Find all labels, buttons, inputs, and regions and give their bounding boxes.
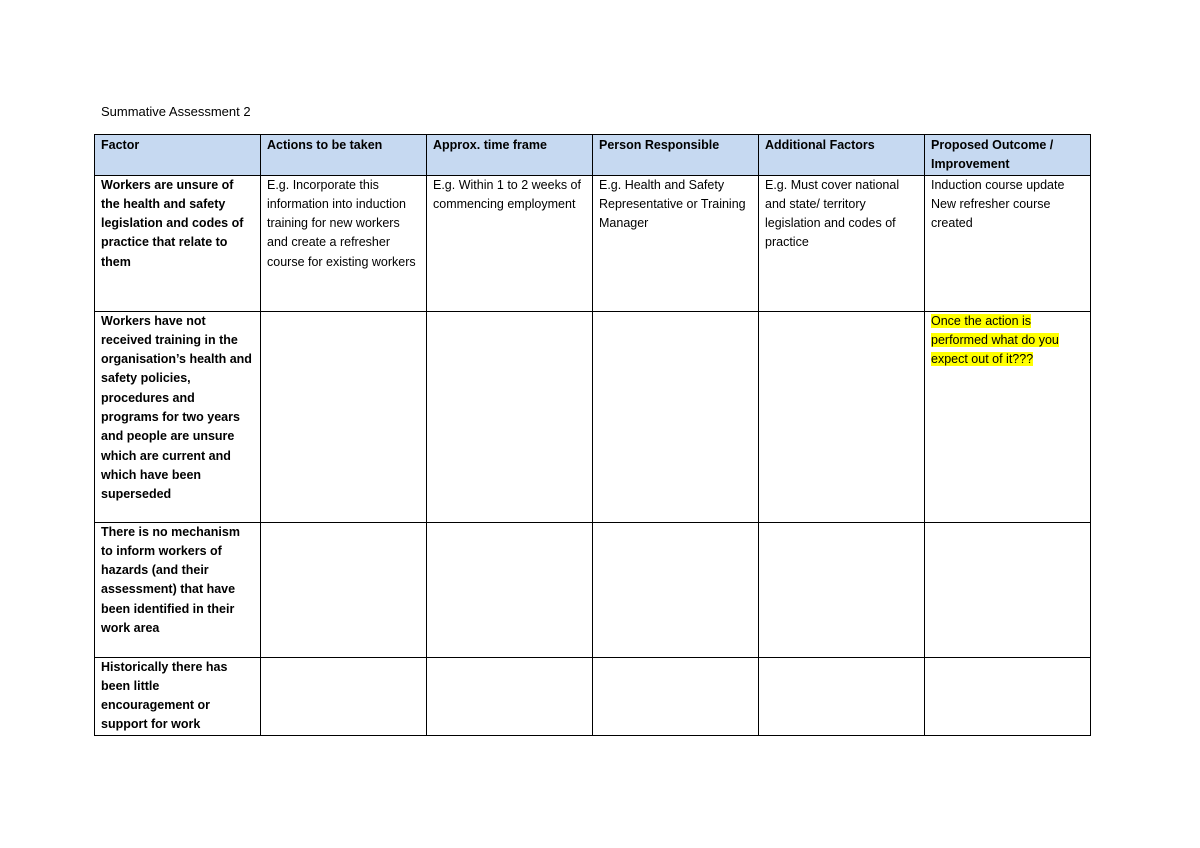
table-row xyxy=(95,522,1091,657)
outcome-cell[interactable] xyxy=(925,522,1091,657)
outcome-cell xyxy=(925,311,1091,522)
outcome-line: Induction course update xyxy=(931,177,1065,192)
factor-cell: Workers have not received training in the organisation’s health and safety policies, procedures and programs for two years and people are unsure which are current and which have been superseded xyxy=(95,311,261,522)
header-additional-factors: Additional Factors xyxy=(759,135,925,176)
assessment-table xyxy=(94,134,1091,736)
outcome-cell[interactable] xyxy=(925,657,1091,735)
time-frame-cell[interactable] xyxy=(427,311,593,522)
table-row xyxy=(95,657,1091,735)
header-actions: Actions to be taken xyxy=(261,135,427,176)
table-row xyxy=(95,175,1091,311)
additional-cell[interactable] xyxy=(759,311,925,522)
additional-cell: E.g. Must cover national and state/ territory legislation and codes of practice xyxy=(759,175,925,311)
time-frame-cell[interactable] xyxy=(427,522,593,657)
person-cell[interactable] xyxy=(593,657,759,735)
person-cell: E.g. Health and Safety Representative or Training Manager xyxy=(593,175,759,311)
header-factor: Factor xyxy=(95,135,261,176)
person-cell[interactable] xyxy=(593,522,759,657)
additional-cell[interactable] xyxy=(759,522,925,657)
header-proposed-outcome: Proposed Outcome / Improvement xyxy=(925,135,1091,176)
factor-cell: Historically there has been little encouragement or support for work xyxy=(95,657,261,735)
actions-cell[interactable] xyxy=(261,311,427,522)
actions-cell[interactable] xyxy=(261,657,427,735)
actions-cell: E.g. Incorporate this information into induction training for new workers and create a refresher course for existing workers xyxy=(261,175,427,311)
header-person-responsible: Person Responsible xyxy=(593,135,759,176)
header-time-frame: Approx. time frame xyxy=(427,135,593,176)
outcome-cell xyxy=(925,175,1091,311)
additional-cell[interactable] xyxy=(759,657,925,735)
table-row xyxy=(95,311,1091,522)
person-cell[interactable] xyxy=(593,311,759,522)
actions-cell[interactable] xyxy=(261,522,427,657)
document-title: Summative Assessment 2 xyxy=(101,104,251,119)
table-header-row xyxy=(95,135,1091,176)
factor-cell: Workers are unsure of the health and safety legislation and codes of practice that relate to them xyxy=(95,175,261,311)
outcome-line: New refresher course created xyxy=(931,196,1051,231)
factor-cell: There is no mechanism to inform workers of hazards (and their assessment) that have been identified in their work area xyxy=(95,522,261,657)
time-frame-cell[interactable] xyxy=(427,657,593,735)
time-frame-cell: E.g. Within 1 to 2 weeks of commencing employment xyxy=(427,175,593,311)
highlighted-comment: Once the action is performed what do you expect out of it??? xyxy=(931,313,1059,367)
